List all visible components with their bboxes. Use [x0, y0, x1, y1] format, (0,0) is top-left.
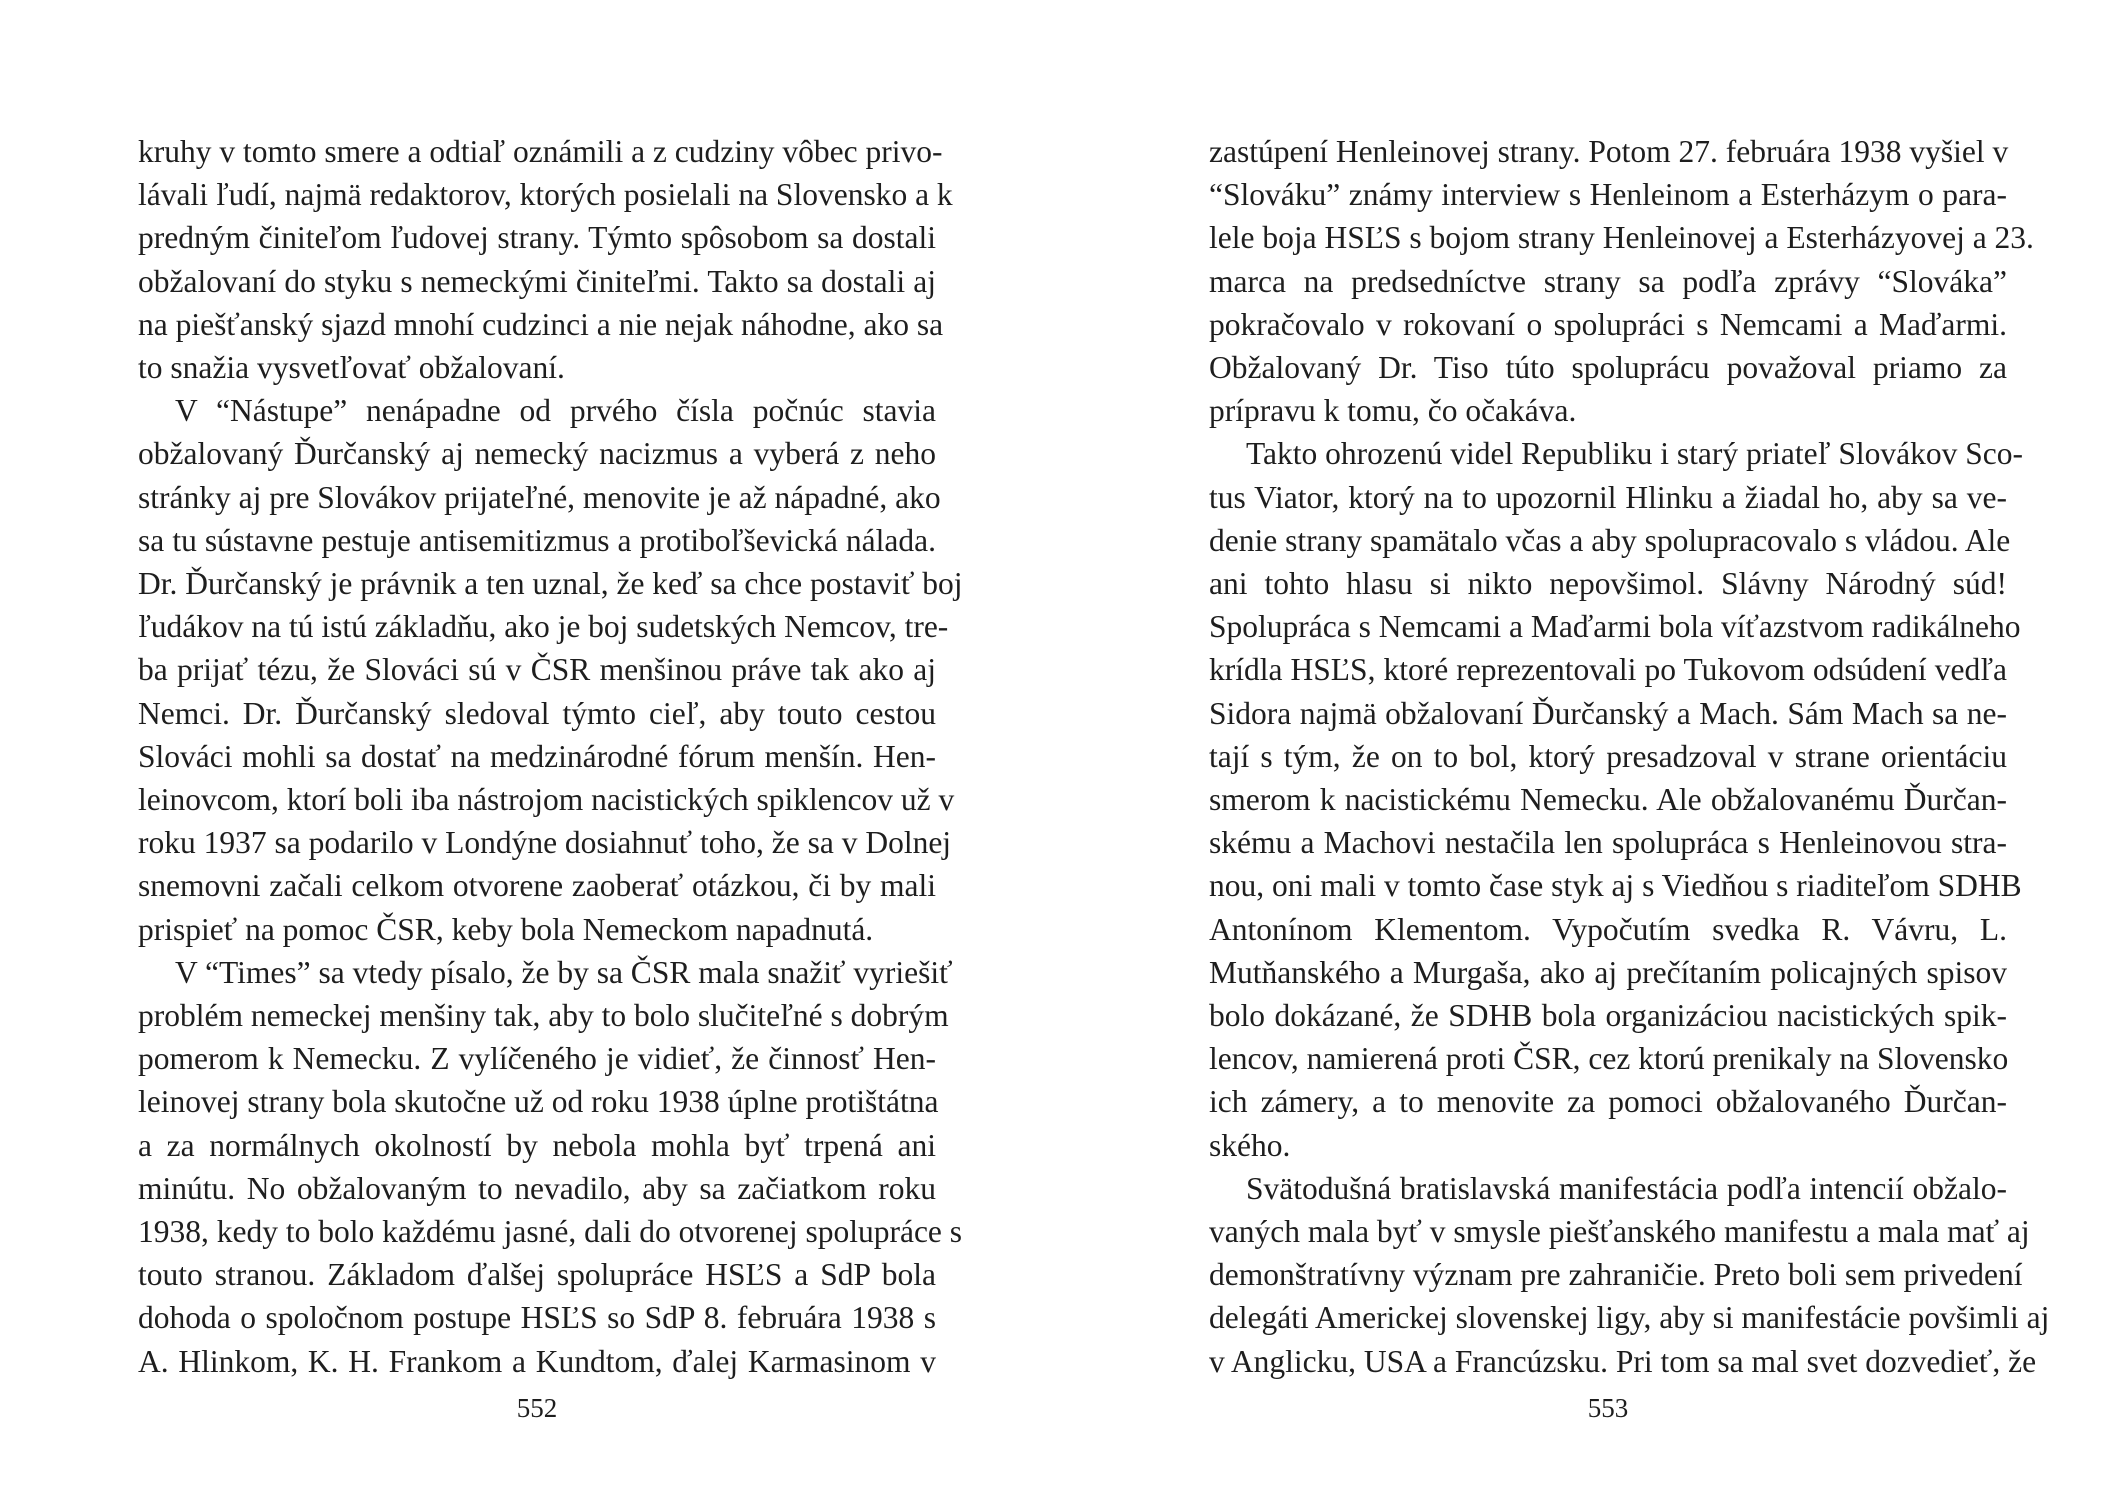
text-line: Dr. Ďurčanský je právnik a ten uznal, že keď sa chce postaviť boj — [138, 566, 963, 602]
text-line: roku 1937 sa podarilo v Londýne dosiahnuť toho, že sa v Dolnej — [138, 825, 952, 861]
text-line: smerom k nacistickému Nemecku. Ale obžalovanému Ďurčan- — [1209, 782, 2007, 818]
text-line: leinovcom, ktorí boli iba nástrojom nacistických spiklencov už v — [138, 782, 955, 818]
text-line: ani tohto hlasu si nikto nepovšimol. Slávny Národný súd! — [1209, 566, 2007, 602]
text-line: ského. — [1209, 1127, 1291, 1163]
paragraph — [138, 389, 963, 951]
text-line: predným činiteľom ľudovej strany. Týmto spôsobom sa dostali — [138, 220, 936, 256]
text-line: denie strany spamätalo včas a aby spolupracovalo s vládou. Ale — [1209, 522, 2011, 558]
right-page-text — [1209, 130, 2050, 1383]
text-line: stránky aj pre Slovákov prijateľné, menovite je až nápadné, ako — [138, 479, 941, 515]
text-line: delegáti Americkej slovenskej ligy, aby si manifestácie povšimli aj — [1209, 1300, 2050, 1336]
text-line: demonštratívny význam pre zahraničie. Preto boli sem privedení — [1209, 1257, 2023, 1293]
text-line: Slováci mohli sa dostať na medzinárodné fórum menšín. Hen- — [138, 738, 936, 774]
text-line: krídla HSĽS, ktoré reprezentovali po Tukovom odsúdení vedľa — [1209, 652, 2007, 688]
text-line: Svätodušná bratislavská manifestácia podľa intencií obžalo- — [1246, 1170, 2007, 1206]
text-line: marca na predsedníctve strany sa podľa zprávy “Slováka” — [1209, 263, 2007, 299]
text-line: touto stranou. Základom ďalšej spolupráce HSĽS a SdP bola — [138, 1257, 936, 1293]
text-line: zastúpení Henleinovej strany. Potom 27. februára 1938 vyšiel v — [1209, 134, 2009, 169]
text-line: minútu. No obžalovaným to nevadilo, aby sa začiatkom roku — [138, 1170, 936, 1206]
text-line: Sidora najmä obžalovaní Ďurčanský a Mach. Sám Mach sa ne- — [1209, 695, 2007, 731]
text-line: dohoda o spoločnom postupe HSĽS so SdP 8. februára 1938 s — [138, 1300, 936, 1336]
text-line: skému a Machovi nestačila len spolupráca s Henleinovou stra- — [1209, 825, 2007, 861]
text-line: na piešťanský sjazd mnohí cudzinci a nie nejak náhodne, ako sa — [138, 306, 944, 342]
text-line: tají s tým, že on to bol, ktorý presadzoval v strane orientáciu — [1209, 738, 2007, 774]
paragraph — [138, 951, 963, 1383]
text-line: to snažia vysvetľovať obžalovaní. — [138, 350, 565, 386]
paragraph — [1209, 432, 2023, 1166]
text-line: “Slováku” známy interview s Henleinom a Esterházym o para- — [1209, 177, 2007, 213]
text-line: V “Nástupe” nenápadne od prvého čísla počnúc stavia — [175, 393, 936, 429]
text-line: tus Viator, ktorý na to upozornil Hlinku a žiadal ho, aby sa ve- — [1209, 479, 2007, 515]
text-line: prispieť na pomoc ČSR, keby bola Nemeckom napadnutá. — [138, 911, 874, 947]
text-line: ich zámery, a to menovite za pomoci obžalovaného Ďurčan- — [1209, 1084, 2007, 1120]
text-line: Obžalovaný Dr. Tiso túto spoluprácu považoval priamo za — [1209, 350, 2007, 386]
text-line: prípravu k tomu, čo očakáva. — [1209, 393, 1577, 429]
text-line: lávali ľudí, najmä redaktorov, ktorých posielali na Slovensko a k — [138, 177, 953, 213]
text-line: obžalovaný Ďurčanský aj nemecký nacizmus a vyberá z neho — [138, 436, 936, 472]
paragraph — [1209, 130, 2034, 432]
text-line: snemovni začali celkom otvorene zaoberať otázkou, či by mali — [138, 868, 936, 904]
text-line: Takto ohrozenú videl Republiku i starý priateľ Slovákov Sco- — [1246, 436, 2023, 472]
text-line: pokračovalo v rokovaní o spolupráci s Nemcami a Maďarmi. — [1209, 306, 2007, 342]
text-line: V “Times” sa vtedy písalo, že by sa ČSR mala snažiť vyriešiť — [175, 954, 953, 990]
text-line: bolo dokázané, že SDHB bola organizáciou nacistických spik- — [1209, 998, 2007, 1034]
text-line: lencov, namierená proti ČSR, cez ktorú prenikaly na Slovensko — [1209, 1041, 2009, 1077]
left-page-text — [138, 130, 963, 1383]
text-line: kruhy v tomto smere a odtiaľ oznámili a z cudziny vôbec privo- — [138, 134, 943, 169]
text-line: Antonínom Klementom. Vypočutím svedka R. Vávru, L. — [1209, 911, 2007, 947]
text-line: sa tu sústavne pestuje antisemitizmus a protiboľševická nálada. — [138, 522, 936, 558]
text-line: ľudákov na tú istú základňu, ako je boj sudetských Nemcov, tre- — [138, 609, 949, 645]
text-line: Nemci. Dr. Ďurčanský sledoval týmto cieľ, aby touto cestou — [138, 695, 936, 731]
paragraph — [1209, 1167, 2050, 1383]
text-line: nou, oni mali v tomto čase styk aj s Viedňou s riaditeľom SDHB — [1209, 868, 2022, 904]
text-line: a za normálnych okolností by nebola mohla byť trpená ani — [138, 1127, 936, 1163]
text-line: v Anglicku, USA a Francúzsku. Pri tom sa mal svet dozvedieť, že — [1209, 1343, 2037, 1379]
text-line: Mutňanského a Murgaša, ako aj prečítaním policajných spisov — [1209, 954, 2007, 990]
text-line: obžalovaní do styku s nemeckými činiteľmi. Takto sa dostali aj — [138, 263, 936, 299]
text-line: A. Hlinkom, K. H. Frankom a Kundtom, ďalej Karmasinom v — [138, 1343, 936, 1379]
text-line: lele boja HSĽS s bojom strany Henleinovej a Esterházyovej a 23. — [1209, 220, 2034, 256]
right-page-number: 553 — [1587, 1393, 1629, 1423]
left-page-number: 552 — [516, 1393, 558, 1423]
text-line: problém nemeckej menšiny tak, aby to bolo slučiteľné s dobrým — [138, 998, 949, 1034]
text-line: leinovej strany bola skutočne už od roku 1938 úplne protištátna — [138, 1084, 939, 1120]
text-line: ba prijať tézu, že Slováci sú v ČSR menšinou práve tak ako aj — [138, 652, 936, 688]
text-line: Spolupráca s Nemcami a Maďarmi bola víťazstvom radikálneho — [1209, 609, 2021, 645]
text-line: pomerom k Nemecku. Z vylíčeného je vidieť, že činnosť Hen- — [138, 1041, 936, 1077]
text-line: 1938, kedy to bolo každému jasné, dali do otvorenej spolupráce s — [138, 1214, 963, 1250]
text-line: vaných mala byť v smysle piešťanského manifestu a mala mať aj — [1209, 1214, 2030, 1250]
paragraph — [138, 130, 953, 389]
